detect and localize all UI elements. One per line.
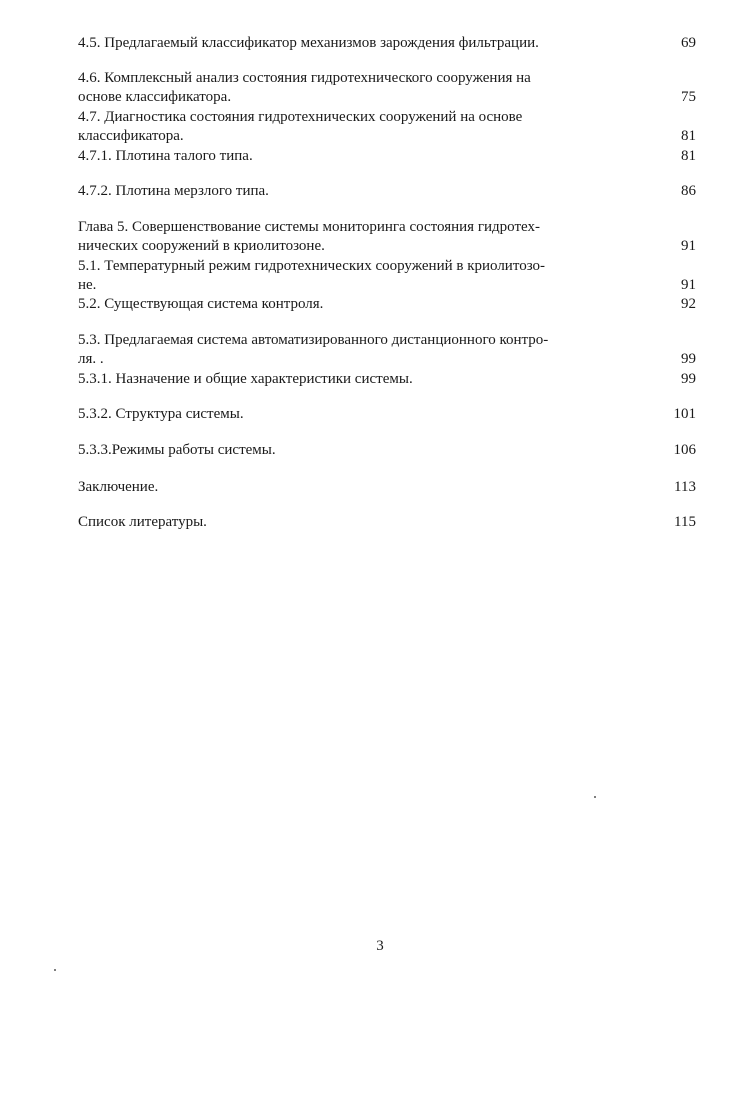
toc-entry-4-7-1: 4.7.1. Плотина талого типа. — [78, 148, 253, 164]
toc-entry-4-7-2: 4.7.2. Плотина мерзлого типа. — [78, 183, 269, 199]
toc-entry-5-3-line1: 5.3. Предлагаемая система автоматизированного дистанционного контро- — [78, 332, 549, 348]
toc-page-number: 101 — [673, 406, 696, 422]
toc-page-number: 81 — [681, 148, 696, 164]
toc-page-number: 106 — [673, 442, 696, 458]
toc-entry-5-3-2: 5.3.2. Структура системы. — [78, 406, 244, 422]
toc-page-number: 91 — [681, 238, 696, 254]
toc-page-number: 115 — [674, 514, 696, 530]
scan-speck — [594, 796, 596, 798]
toc-entry-5-2: 5.2. Существующая система контроля. — [78, 296, 324, 312]
page-number: 3 — [376, 938, 384, 954]
toc-entry-4-5: 4.5. Предлагаемый классификатор механизмов зарождения фильтрации. — [78, 35, 539, 51]
toc-entry-4-6-line1: 4.6. Комплексный анализ состояния гидротехнического сооружения на — [78, 70, 531, 86]
toc-page-number: 75 — [681, 89, 696, 105]
toc-entry-5-3-3: 5.3.3.Режимы работы системы. — [78, 442, 276, 458]
toc-entry-5-3-line2: ля. . — [78, 351, 104, 367]
toc-entry-chapter-5-line1: Глава 5. Совершенствование системы мониторинга состояния гидротех- — [78, 219, 540, 235]
toc-page-number: 69 — [681, 35, 696, 51]
toc-entry-conclusion: Заключение. — [78, 479, 159, 495]
toc-entry-4-7-line1: 4.7. Диагностика состояния гидротехнических сооружений на основе — [78, 109, 523, 125]
toc-page-number: 81 — [681, 128, 696, 144]
toc-page-number: 91 — [681, 277, 696, 293]
toc-entry-5-1-line1: 5.1. Температурный режим гидротехнических сооружений в криолитозо- — [78, 258, 546, 274]
scan-speck — [54, 969, 56, 971]
toc-entry-5-3-1: 5.3.1. Назначение и общие характеристики системы. — [78, 371, 413, 387]
toc-entry-4-6-line2: основе классификатора. — [78, 89, 232, 105]
toc-page-number: 92 — [681, 296, 696, 312]
toc-page-number: 86 — [681, 183, 696, 199]
toc-entry-references: Список литературы. — [78, 514, 207, 530]
toc-entry-4-7-line2: классификатора. — [78, 128, 184, 144]
toc-page-number: 99 — [681, 351, 696, 367]
toc-page-number: 99 — [681, 371, 696, 387]
toc-entry-chapter-5-line2: нических сооружений в криолитозоне. — [78, 238, 325, 254]
toc-page-number: 113 — [674, 479, 696, 495]
toc-entry-5-1-line2: не. — [78, 277, 97, 293]
